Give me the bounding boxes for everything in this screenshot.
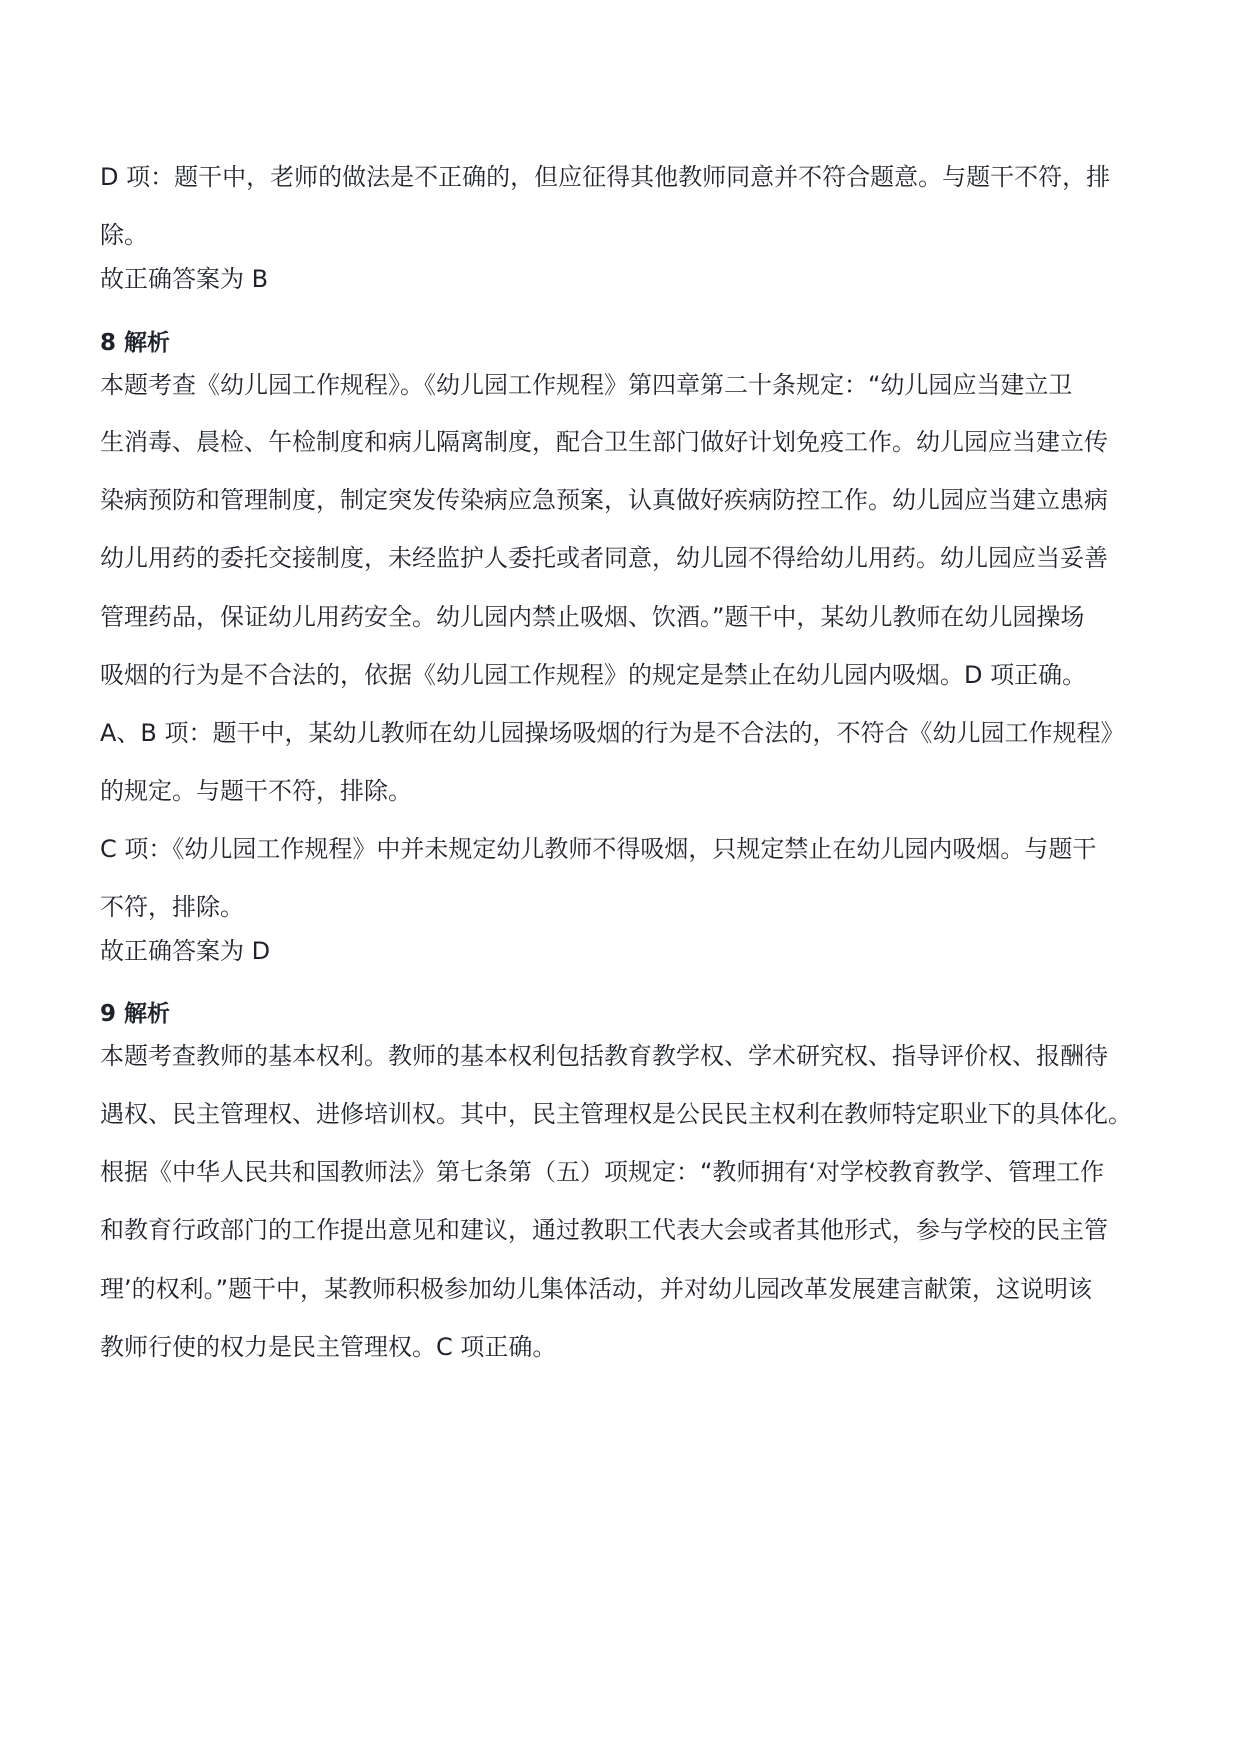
q8-answer: 故正确答案为 D	[100, 937, 271, 965]
q9-line-1: 本题考查教师的基本权利。教师的基本权利包括教育教学权、学术研究权、指导评价权、报酬待	[100, 1042, 1108, 1070]
q8-line-9: C 项：《幼儿园工作规程》中并未规定幼儿教师不得吸烟，只规定禁止在幼儿园内吸烟。与题干	[100, 835, 1097, 863]
q8-line-8: 的规定。与题干不符，排除。	[100, 777, 412, 805]
q8-heading: 8 解析	[100, 330, 171, 356]
q8-line-7: A、B 项：题干中，某幼儿教师在幼儿园操场吸烟的行为是不合法的，不符合《幼儿园工作规程》	[100, 719, 1125, 747]
q7-answer: 故正确答案为 B	[100, 265, 269, 293]
q8-line-10: 不符，排除。	[100, 893, 244, 921]
q9-line-3: 根据《中华人民共和国教师法》第七条第（五）项规定：“教师拥有‘对学校教育教学、管理工作	[100, 1158, 1105, 1186]
q7-d-item-line-1: D 项：题干中，老师的做法是不正确的，但应征得其他教师同意并不符合题意。与题干不符，排	[100, 163, 1111, 191]
q9-line-2: 遇权、民主管理权、进修培训权。其中，民主管理权是公民民主权利在教师特定职业下的具体化。	[100, 1100, 1132, 1128]
q8-line-3: 染病预防和管理制度，制定突发传染病应急预案，认真做好疾病防控工作。幼儿园应当建立患病	[100, 486, 1108, 514]
q9-line-4: 和教育行政部门的工作提出意见和建议，通过教职工代表大会或者其他形式，参与学校的民主管	[100, 1216, 1108, 1244]
q9-line-5: 理’的权利。”题干中，某教师积极参加幼儿集体活动，并对幼儿园改革发展建言献策，这说明该	[100, 1275, 1093, 1303]
q9-heading: 9 解析	[100, 1001, 171, 1027]
q8-line-5: 管理药品，保证幼儿用药安全。幼儿园内禁止吸烟、饮酒。”题干中，某幼儿教师在幼儿园操场	[100, 603, 1085, 631]
q8-line-2: 生消毒、晨检、午检制度和病儿隔离制度，配合卫生部门做好计划免疫工作。幼儿园应当建立传	[100, 428, 1108, 456]
q8-line-4: 幼儿用药的委托交接制度，未经监护人委托或者同意，幼儿园不得给幼儿用药。幼儿园应当妥善	[100, 544, 1108, 572]
q7-d-item-line-2: 除。	[100, 221, 148, 249]
q8-line-1: 本题考查《幼儿园工作规程》。《幼儿园工作规程》第四章第二十条规定：“幼儿园应当建立卫	[100, 371, 1073, 399]
q8-line-6: 吸烟的行为是不合法的，依据《幼儿园工作规程》的规定是禁止在幼儿园内吸烟。D 项正确。	[100, 661, 1087, 689]
q9-line-6: 教师行使的权力是民主管理权。C 项正确。	[100, 1333, 557, 1361]
